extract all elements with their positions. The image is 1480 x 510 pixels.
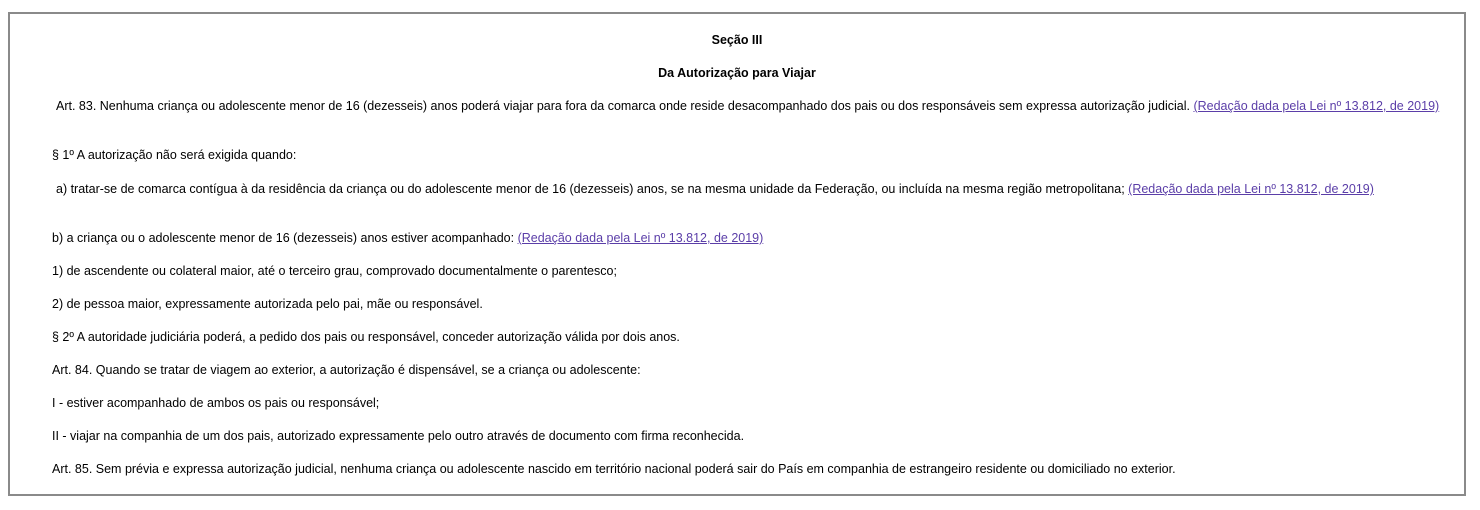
art-84-paragraph (22, 363, 1452, 377)
law-document (8, 12, 1466, 496)
art-84-text: Art. 84. Quando se tratar de viagem ao exterior, a autorização é dispensável, se a criança ou adolescente: (52, 363, 641, 377)
paragraph-1-text: § 1º A autorização não será exigida quando: (52, 148, 297, 162)
art-83-amendment-link[interactable]: (Redação dada pela Lei nº 13.812, de 2019) (1193, 99, 1440, 113)
item-1 (22, 264, 1452, 278)
art-83-text: Art. 83. Nenhuma criança ou adolescente menor de 16 (dezesseis) anos poderá viajar para fora da comarca onde reside desacompanhado dos pais ou dos responsáveis sem expressa autorização judicial. (56, 99, 1194, 113)
paragraph-2-text: § 2º A autoridade judiciária poderá, a pedido dos pais ou responsável, conceder autorização válida por dois anos. (52, 330, 680, 344)
item-2 (22, 297, 1452, 311)
art-84-item-i (22, 396, 1452, 410)
art-84-item-ii (22, 429, 1452, 443)
item-1-text: 1) de ascendente ou colateral maior, até o terceiro grau, comprovado documentalmente o parentesco; (52, 264, 617, 278)
item-b (22, 231, 1452, 245)
item-b-amendment-link[interactable]: (Redação dada pela Lei nº 13.812, de 2019) (517, 231, 764, 245)
art-85-text: Art. 85. Sem prévia e expressa autorização judicial, nenhuma criança ou adolescente nascido em território nacional poderá sair do País em companhia de estrangeiro residente ou domiciliado no exterior. (52, 462, 1176, 476)
art-84-item-i-text: I - estiver acompanhado de ambos os pais ou responsável; (52, 396, 380, 410)
art-84-item-ii-text: II - viajar na companhia de um dos pais, autorizado expressamente pelo outro através de documento com firma reconhecida. (52, 429, 745, 443)
art-85-paragraph (22, 462, 1452, 476)
item-2-text: 2) de pessoa maior, expressamente autorizada pelo pai, mãe ou responsável. (52, 297, 483, 311)
section-title: Seção III (711, 33, 763, 47)
item-a-amendment-link[interactable]: (Redação dada pela Lei nº 13.812, de 2019) (1128, 182, 1374, 196)
item-a (22, 182, 1452, 196)
paragraph-2 (22, 330, 1452, 344)
paragraph-1 (22, 148, 1452, 162)
item-b-text: b) a criança ou o adolescente menor de 16 (dezesseis) anos estiver acompanhado: (52, 231, 518, 245)
art-83-paragraph (22, 99, 1452, 113)
item-a-text: a) tratar-se de comarca contígua à da residência da criança ou do adolescente menor de 16 (dezesseis) anos, se na mesma unidade da Federação, ou incluída na mesma região metropolitana; (56, 182, 1129, 196)
section-subtitle: Da Autorização para Viajar (658, 66, 816, 80)
